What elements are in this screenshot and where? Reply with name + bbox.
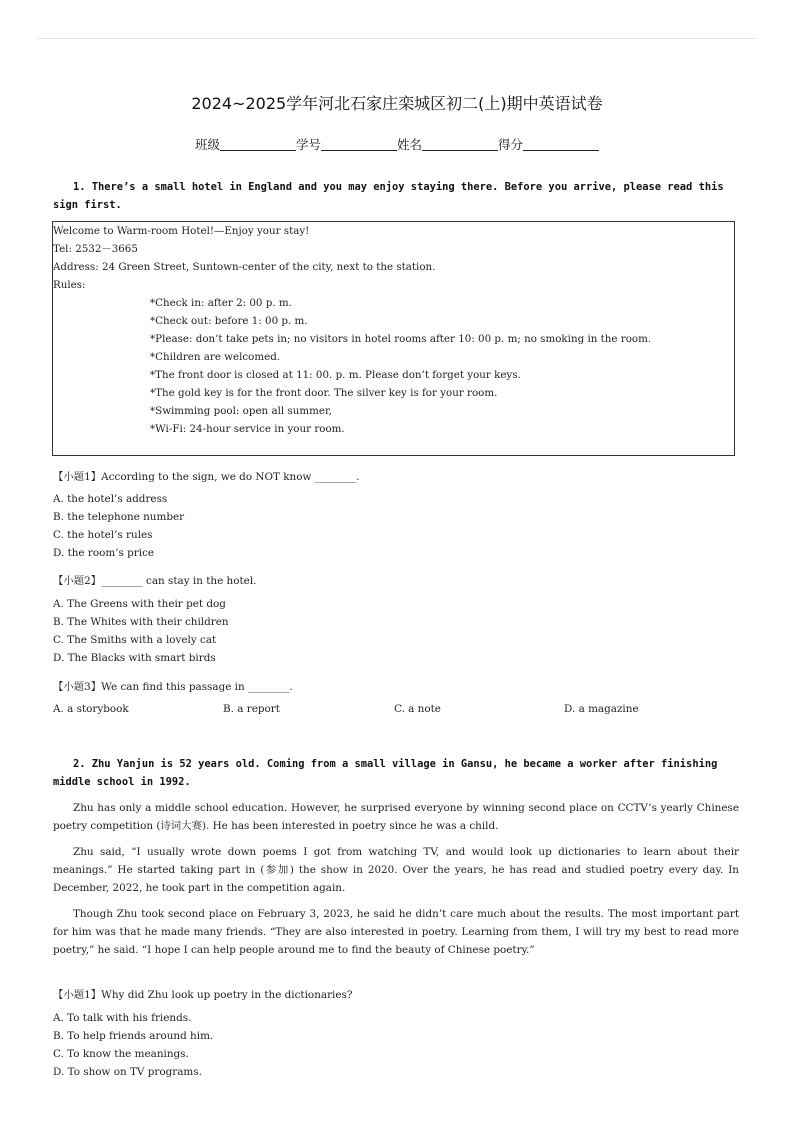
q2-sub1-prompt: 【小题1】Why did Zhu look up poetry in the dictionaries? bbox=[53, 989, 353, 1001]
question-1-heading: 1. There’s a small hotel in England and you may enjoy staying there. Before you arrive, please read this sign first. bbox=[53, 181, 724, 211]
notice-rule: *Check in: after 2: 00 p. m. bbox=[150, 297, 292, 309]
notice-rule: *Children are welcomed. bbox=[150, 351, 281, 363]
passage-paragraph: Zhu has only a middle school education. However, he surprised everyone by winning second place on CCTV’s yearly Chinese poetry competition (诗词大赛). He has been interested in poetry since he was a child. bbox=[53, 802, 739, 832]
class-blank[interactable] bbox=[220, 138, 296, 151]
score-blank[interactable] bbox=[523, 138, 599, 151]
q2-sub1-option-a[interactable]: A. To talk with his friends. bbox=[53, 1012, 192, 1024]
header-divider bbox=[37, 38, 757, 39]
q1-sub2-prompt: 【小题2】________ can stay in the hotel. bbox=[53, 575, 257, 587]
q1-sub3-option-b[interactable]: B. a report bbox=[223, 703, 280, 715]
student-info-line bbox=[0, 135, 794, 153]
passage-paragraph: Though Zhu took second place on February 3, 2023, he said he didn’t care much about the results. The most important part for him was that he made many friends. “They are also interested in poetry. Learning from them, I will try my best to read more poetry,” he said. “I hope I can help people around me to find the beauty of Chinese poetry.” bbox=[53, 908, 739, 956]
q1-sub3-prompt: 【小题3】We can find this passage in ________. bbox=[53, 681, 293, 693]
class-label: 班级 bbox=[194, 137, 220, 152]
notice-rule: *Wi-Fi: 24-hour service in your room. bbox=[150, 423, 345, 435]
notice-line: Welcome to Warm-room Hotel!—Enjoy your stay! bbox=[53, 225, 310, 237]
notice-rule: *Swimming pool: open all summer, bbox=[150, 405, 333, 417]
name-label: 姓名 bbox=[397, 137, 423, 152]
q1-sub1-option-a[interactable]: A. the hotel’s address bbox=[53, 493, 168, 505]
student-id-blank[interactable] bbox=[321, 138, 397, 151]
q2-sub1-option-d[interactable]: D. To show on TV programs. bbox=[53, 1066, 202, 1078]
q2-sub1-option-c[interactable]: C. To know the meanings. bbox=[53, 1048, 189, 1060]
q1-sub1-option-c[interactable]: C. the hotel’s rules bbox=[53, 529, 153, 541]
hotel-sign-box bbox=[52, 221, 735, 456]
q1-sub2-option-b[interactable]: B. The Whites with their children bbox=[53, 616, 229, 628]
passage-paragraph: Zhu said, “I usually wrote down poems I got from watching TV, and would look up dictionaries to learn about their meanings.” He started taking part in (参加) the show in 2020. Over the years, he has read and studied poetry every day. In December, 2022, he took part in the competition again. bbox=[53, 846, 739, 894]
q1-sub2-option-a[interactable]: A. The Greens with their pet dog bbox=[53, 598, 226, 610]
q1-sub1-option-b[interactable]: B. the telephone number bbox=[53, 511, 185, 523]
question-2-heading: 2. Zhu Yanjun is 52 years old. Coming from a small village in Gansu, he became a worker after finishing middle school in 1992. bbox=[53, 758, 718, 788]
q1-sub3-option-a[interactable]: A. a storybook bbox=[53, 703, 129, 715]
notice-rule: *The front door is closed at 11: 00. p. m. Please don’t forget your keys. bbox=[150, 369, 521, 381]
notice-line: Tel: 2532－3665 bbox=[53, 243, 138, 255]
q1-sub1-option-d[interactable]: D. the room’s price bbox=[53, 547, 155, 559]
score-label: 得分 bbox=[498, 137, 524, 152]
notice-rule: *Please: don’t take pets in; no visitors in hotel rooms after 10: 00 p. m; no smoking in the room. bbox=[150, 333, 652, 345]
q1-sub3-option-c[interactable]: C. a note bbox=[394, 703, 441, 715]
q2-sub1-option-b[interactable]: B. To help friends around him. bbox=[53, 1030, 214, 1042]
q1-sub3-option-d[interactable]: D. a magazine bbox=[564, 703, 639, 715]
notice-rule: *Check out: before 1: 00 p. m. bbox=[150, 315, 308, 327]
q1-sub1-prompt: 【小题1】According to the sign, we do NOT know ________. bbox=[53, 471, 360, 483]
notice-line: Rules: bbox=[53, 279, 86, 291]
notice-line: Address: 24 Green Street, Suntown-center of the city, next to the station. bbox=[53, 261, 436, 273]
q1-sub2-option-d[interactable]: D. The Blacks with smart birds bbox=[53, 652, 216, 664]
page-title: 2024~2025学年河北石家庄栾城区初二(上)期中英语试卷 bbox=[191, 94, 603, 113]
q1-sub2-option-c[interactable]: C. The Smiths with a lovely cat bbox=[53, 634, 217, 646]
student-id-label: 学号 bbox=[295, 137, 321, 152]
name-blank[interactable] bbox=[422, 138, 498, 151]
notice-rule: *The gold key is for the front door. The silver key is for your room. bbox=[150, 387, 498, 399]
